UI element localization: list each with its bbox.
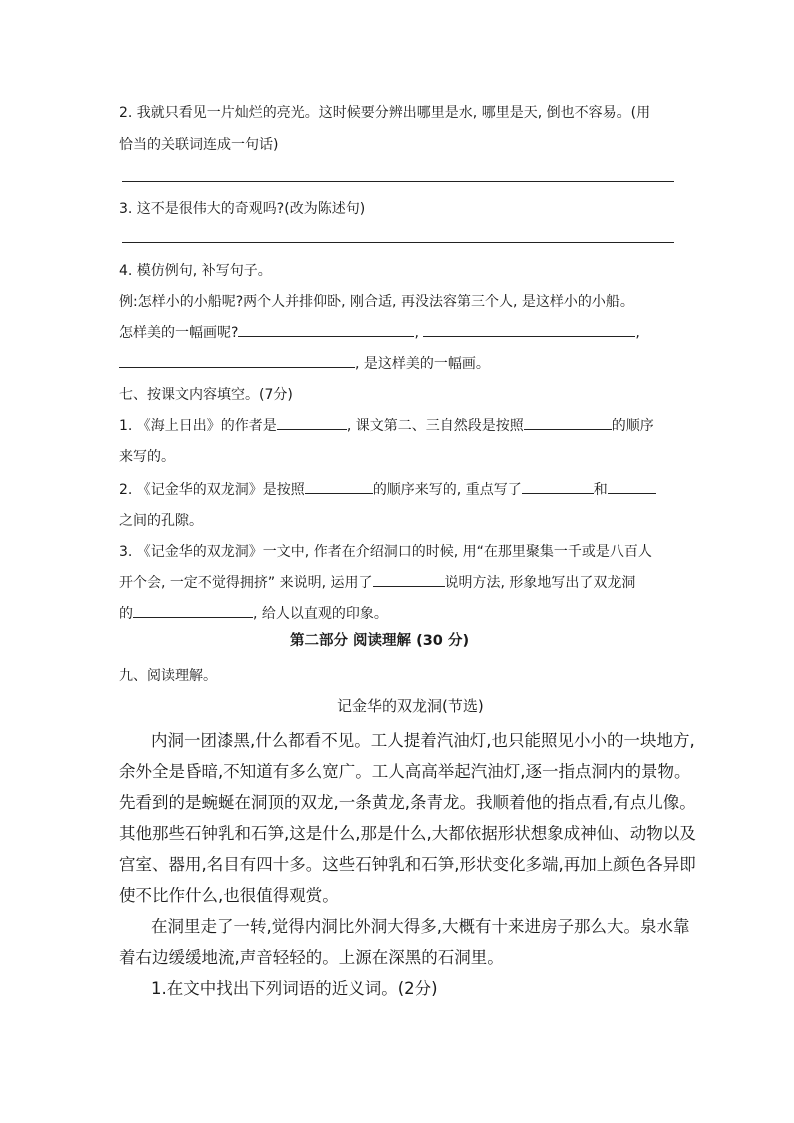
s7-q2-blank-1[interactable] xyxy=(522,479,594,494)
passage-line: 使不比作什么,也很值得观赏。 xyxy=(119,886,339,905)
s7-q1-text-a: 1. 《海上日出》的作者是 xyxy=(119,418,277,434)
question-3: 3. 这不是很伟大的奇观吗?(改为陈述句) xyxy=(119,201,366,217)
passage-line: 先看到的是蜿蜒在洞顶的双龙,一条黄龙,条青龙。我顺着他的指点看,有点儿像。 xyxy=(119,793,696,812)
s7-q1-blank-order[interactable] xyxy=(524,415,612,430)
question-4-example: 例:怎样小的小船呢?两个人并排仰卧, 刚合适, 再没法容第三个人, 是这样小的小船。 xyxy=(119,294,634,310)
s7-q1-text-b: , 课文第二、三自然段是按照 xyxy=(346,418,524,434)
s7-q3-text-c: 说明方法, 形象地写出了双龙洞 xyxy=(444,575,636,591)
answer-line-q2[interactable] xyxy=(122,181,674,182)
s7-q3-text-e: , 给人以直观的印象。 xyxy=(253,606,388,622)
section-7-q1-line-2: 来写的。 xyxy=(119,449,175,465)
q4-comma-2: , xyxy=(635,325,640,341)
s7-q2-text-c: 和 xyxy=(593,482,608,498)
section-7-q3-line-2 xyxy=(119,572,635,592)
section-7-title: 七、按课文内容填空。(7分) xyxy=(119,387,293,403)
question-4-title: 4. 模仿例句, 补写句子。 xyxy=(119,263,272,279)
section-7-q2-line-2: 之间的孔隙。 xyxy=(119,513,203,529)
s7-q1-blank-author[interactable] xyxy=(277,415,347,430)
answer-line-q3[interactable] xyxy=(122,242,674,243)
s7-q3-text-b: 开个会, 一定不觉得拥挤” 来说明, 运用了 xyxy=(119,575,373,591)
section-9-question-1: 1.在文中找出下列词语的近义词。(2分) xyxy=(151,979,438,998)
section-7-q3-line-1: 3. 《记金华的双龙洞》一文中, 作者在介绍洞口的时候, 用“在那里聚集一千或是八百人 xyxy=(119,544,652,560)
question-4-fill-line-1 xyxy=(119,322,640,342)
part-2-heading: 第二部分 阅读理解 (30 分) xyxy=(290,633,470,649)
s7-q3-text-d: 的 xyxy=(119,606,133,622)
q4-blank-1[interactable] xyxy=(238,322,414,337)
s7-q1-text-c: 的顺序 xyxy=(611,418,654,434)
passage-line: 在洞里走了一转,觉得内洞比外洞大得多,大概有十来进房子那么大。泉水靠 xyxy=(151,917,690,936)
s7-q2-text-a: 2. 《记金华的双龙洞》是按照 xyxy=(119,482,305,498)
question-2-line-1: 2. 我就只看见一片灿烂的亮光。这时候要分辨出哪里是水, 哪里是天, 倒也不容易。(用 xyxy=(119,105,651,121)
passage-line: 内洞一团漆黑,什么都看不见。工人提着汽油灯,也只能照见小小的一块地方, xyxy=(151,731,695,750)
question-2-line-2: 恰当的关联词连成一句话) xyxy=(119,137,279,153)
passage-line: 着右边缓缓地流,声音轻轻的。上源在深黑的石洞里。 xyxy=(119,948,504,967)
passage-line: 其他那些石钟乳和石笋,这是什么,那是什么,大都依据形状想象成神仙、动物以及 xyxy=(119,824,696,843)
q4-prefix: 怎样美的一幅画呢? xyxy=(119,325,239,341)
q4-blank-2[interactable] xyxy=(423,322,635,337)
q4-suffix: , 是这样美的一幅画。 xyxy=(355,356,490,372)
q4-blank-3[interactable] xyxy=(119,353,355,368)
s7-q2-text-b: 的顺序来写的, 重点写了 xyxy=(372,482,522,498)
section-7-q3-line-3 xyxy=(119,603,388,623)
s7-q2-blank-2[interactable] xyxy=(608,479,656,494)
section-7-q2-line-1 xyxy=(119,479,656,499)
section-9-title: 九、阅读理解。 xyxy=(119,668,217,684)
section-7-q1-line-1 xyxy=(119,415,654,435)
passage-title: 记金华的双龙洞(节选) xyxy=(337,697,484,715)
s7-q2-blank-order[interactable] xyxy=(305,479,373,494)
passage-line: 宫室、器用,名目有四十多。这些石钟乳和石笋,形状变化多端,再加上颜色各异即 xyxy=(119,855,696,874)
s7-q3-blank-method[interactable] xyxy=(373,572,445,587)
passage-line: 余外全是昏暗,不知道有多么宽广。工人高高举起汽油灯,逐一指点洞内的景物。 xyxy=(119,762,691,781)
q4-comma-1: , xyxy=(414,325,419,341)
s7-q3-blank-feature[interactable] xyxy=(133,603,253,618)
question-4-fill-line-2 xyxy=(119,353,490,373)
